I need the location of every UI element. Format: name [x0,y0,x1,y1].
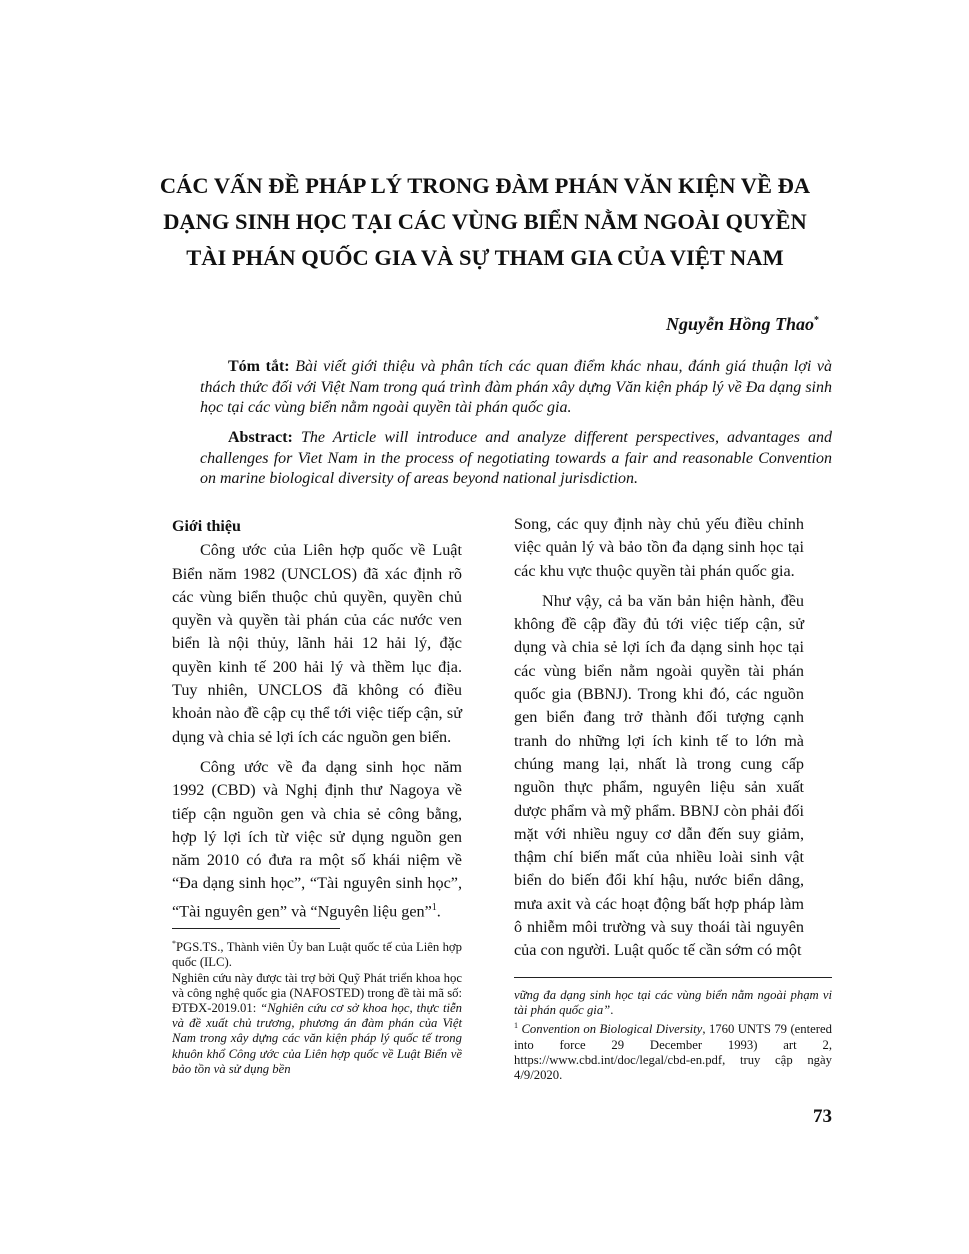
left-paragraph-2 [172,756,462,923]
footnote-author [172,936,462,971]
footnote-continuation-text: vững đa dạng sinh học tại các vùng biển nằm ngoài phạm vi tài phán quốc gia” [514,988,832,1018]
abstract-text: The Article will introduce and analyze different perspectives, advantages and challenges for Viet Nam in the process of negotiating towards a fair and reasonable Convention on marine biological diversity of areas beyond national jurisdiction. [200,429,833,487]
footnote-divider-right [514,977,832,978]
footnote-1 [514,1018,832,1083]
footnote-continuation [514,988,832,1018]
footnotes-left [172,936,462,1077]
footnote-funding-title: “Nghiên cứu cơ sở khoa học, thực tiễn và đề xuất chủ trương, phương án đàm phán của Việt Nam trong xây dựng các văn kiện pháp lý quốc tế trong khuôn khổ Công ước của Liên hợp quốc về Luật Biển về bảo tồn và sử dụng bền [172,1001,462,1076]
footnote-1-title: Convention on Biological Diversity [521,1022,703,1037]
page-number: 73 [813,1106,832,1127]
footnote-continuation-end: . [610,1003,614,1018]
footnotes-right [514,988,832,1083]
article-title: CÁC VẤN ĐỀ PHÁP LÝ TRONG ĐÀM PHÁN VĂN KIỆN VỀ ĐA DẠNG SINH HỌC TẠI CÁC VÙNG BIỂN NẰM NGOÀI QUYỀN TÀI PHÁN QUỐC GIA VÀ SỰ THAM GIA CỦA VIỆT NAM [159,173,811,270]
footnote-ref-1[interactable]: 1 [431,901,437,913]
footnote-divider-left [172,928,340,929]
summary-label: Tóm tắt: [228,358,290,375]
left-paragraph-2-text: Công ước về đa dạng sinh học năm 1992 (CBD) và Nghị định thư Nagoya về tiếp cận nguồn gen và chia sẻ công bằng, hợp lý lợi ích từ việc sử dụng nguồn gen năm 2010 có đưa ra một số khái niệm về “Đa dạng sinh học”, “Tài nguyên sinh học”, “Tài nguyên gen” và “Nguyên liệu gen” [172,757,462,921]
footnote-funding [172,971,462,1077]
footnote-funding-text: Nghiên cứu này được tài trợ bởi Quỹ Phát triển khoa học và công nghệ quốc gia (NAFOSTED) trong đề tài mã số: ĐTĐX-2019.01: [172,970,462,1016]
left-column [172,515,462,923]
abstract-label: Abstract: [228,429,293,446]
right-column [514,513,804,963]
right-paragraph-2: Như vậy, cả ba văn bản hiện hành, đều không đề cập đầy đủ tới việc tiếp cận, sử dụng và chia sẻ lợi ích đa dạng sinh học tại các vùng biển nằm ngoài quyền tài phán quốc gia (BBNJ). Trong khi đó, các nguồn gen biển đang trở thành đối tượng cạnh tranh do những lợi ích kinh tế to lớn mà chúng mang lại, nhất là trong cung cấp nguồn thực phẩm, nguyên liệu sản xuất dược phẩm và mỹ phẩm. BBNJ còn phải đối mặt với nhiều nguy cơ dẫn đến suy giảm, thậm chí biến mất của nhiều loài sinh vật biển do biến đổi khí hậu, nước biển dâng, mưa axit và các hoạt động bất hợp pháp làm ô nhiễm môi trường và suy thoái tài nguyên của con người. Luật quốc tế cần sớm có một [514,591,804,960]
author-footnote-mark[interactable]: * [814,315,819,326]
footnote-author-text: PGS.TS., Thành viên Ủy ban Luật quốc tế của Liên hợp quốc (ILC). [172,940,462,970]
summary-vietnamese [200,357,832,419]
abstract-english [200,428,832,490]
author-name [666,314,819,335]
summary-text: Bài viết giới thiệu và phân tích các quan điểm khác nhau, đánh giá thuận lợi và thách thức đối với Việt Nam trong quá trình đàm phán xây dựng Văn kiện pháp lý về Đa dạng sinh học tại các vùng biển nằm ngoài quyền tài phán quốc gia. [200,358,832,416]
section-heading-introduction: Giới thiệu [172,518,241,535]
right-paragraph-1: Song, các quy định này chủ yếu điều chỉnh việc quản lý và bảo tồn đa dạng sinh học tại các khu vực thuộc quyền tài phán quốc gia. [514,515,804,580]
footnote-author-mark: * [172,939,176,948]
footnote-1-text: , 1760 UNTS 79 (entered into force 29 December 1993) art 2, https://www.cbd.int/doc/legal/cbd-en.pdf, truy cập ngày 4/9/2020. [514,1022,833,1083]
left-paragraph-1: Công ước của Liên hợp quốc về Luật Biển năm 1982 (UNCLOS) đã xác định rõ các vùng biển thuộc chủ quyền, quyền chủ quyền và quyền tài phán của các nước ven biển là nội thủy, lãnh hải 12 hải lý, đặc quyền kinh tế 200 hải lý và thềm lục địa. Tuy nhiên, UNCLOS đã không có điều khoản nào đề cập cụ thể tới việc tiếp cận, sử dụng và chia sẻ lợi ích các nguồn gen biển. [172,541,462,746]
left-paragraph-2-end: . [436,902,441,921]
footnote-1-mark: 1 [514,1021,518,1031]
author-name-text: Nguyễn Hồng Thao [665,314,814,334]
